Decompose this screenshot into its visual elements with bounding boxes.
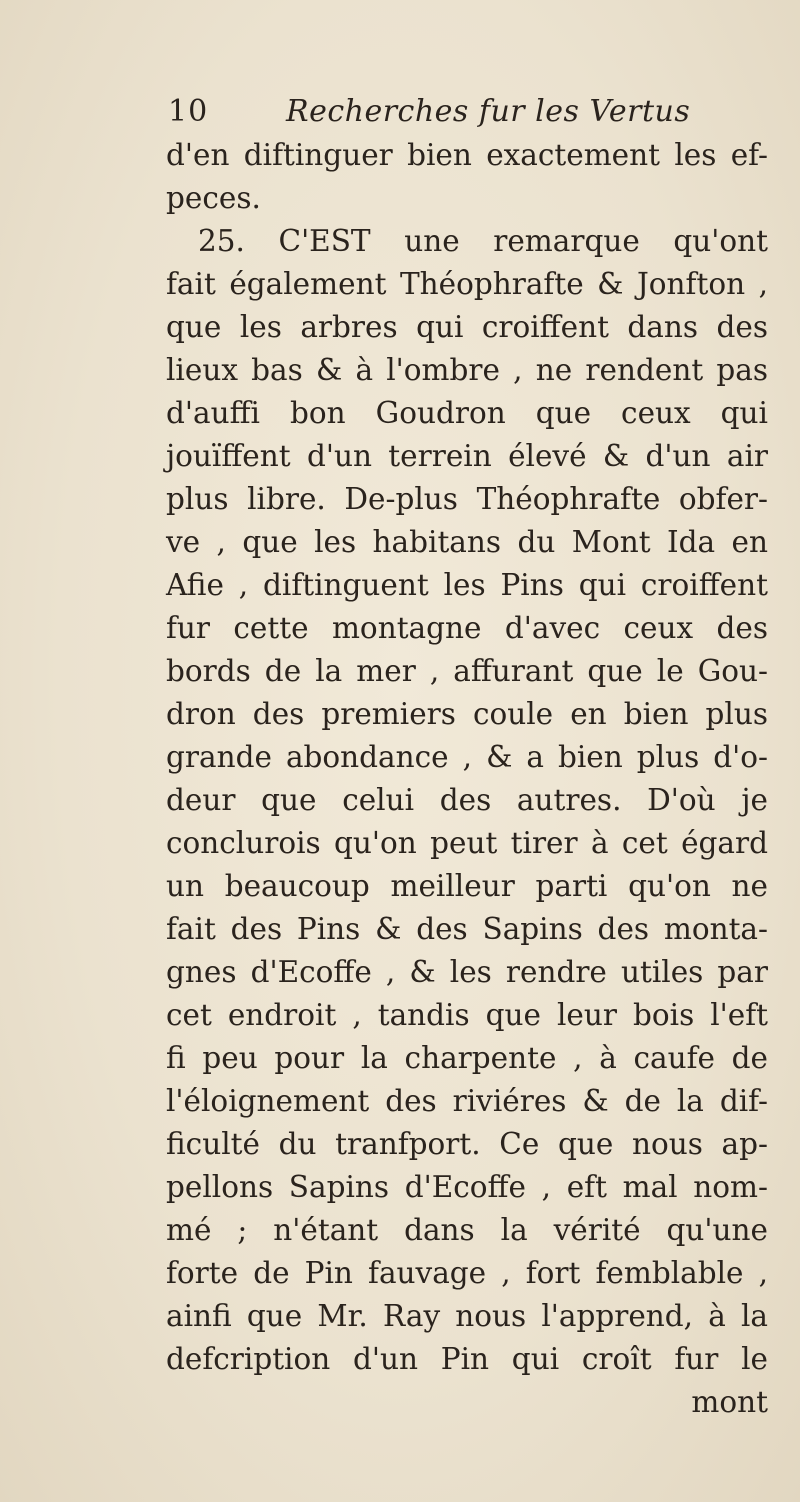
text-line: d'auffi bon Goudron que ceux qui: [166, 396, 768, 430]
text-line: l'éloignement des riviéres & de la dif-: [166, 1084, 768, 1118]
text-line: jouïffent d'un terrein élevé & d'un air: [166, 439, 768, 473]
catchword: mont: [691, 1385, 768, 1419]
running-head: [168, 90, 768, 134]
page-number: 10: [168, 94, 209, 129]
text-line: 25. C'EST une remarque qu'ont: [198, 224, 768, 258]
text-line: d'en diftinguer bien exactement les ef-: [166, 138, 768, 172]
text-line: ainfi que Mr. Ray nous l'apprend, à la: [166, 1299, 768, 1333]
text-line: fait également Théophrafte & Jonfton ,: [166, 267, 768, 301]
text-line: cet endroit , tandis que leur bois l'eft: [166, 998, 768, 1032]
text-line: ve , que les habitans du Mont Ida en: [166, 525, 768, 559]
text-line: forte de Pin fauvage , fort femblable ,: [166, 1256, 768, 1290]
text-line: dron des premiers coule en bien plus: [166, 697, 768, 731]
body-text: [166, 134, 768, 1424]
text-line: un beaucoup meilleur parti qu'on ne: [166, 869, 768, 903]
text-line: ficulté du tranfport. Ce que nous ap-: [166, 1127, 768, 1161]
running-head-title: Recherches fur les Vertus: [286, 94, 691, 129]
text-line: fur cette montagne d'avec ceux des: [166, 611, 768, 645]
text-line: grande abondance , & a bien plus d'o-: [166, 740, 768, 774]
text-line: bords de la mer , affurant que le Gou-: [166, 654, 768, 688]
text-line: peces.: [166, 181, 261, 215]
text-line: defcription d'un Pin qui croît fur le: [166, 1342, 768, 1376]
text-line: Afie , diftinguent les Pins qui croiffent: [166, 568, 768, 602]
text-line: fi peu pour la charpente , à caufe de: [166, 1041, 768, 1075]
text-line: pellons Sapins d'Ecoffe , eft mal nom-: [166, 1170, 768, 1204]
text-line: deur que celui des autres. D'où je: [166, 783, 768, 817]
text-line: plus libre. De-plus Théophrafte obfer-: [166, 482, 768, 516]
text-line: gnes d'Ecoffe , & les rendre utiles par: [166, 955, 768, 989]
text-line: conclurois qu'on peut tirer à cet égard: [166, 826, 768, 860]
text-line: mé ; n'étant dans la vérité qu'une: [166, 1213, 768, 1247]
text-line: que les arbres qui croiffent dans des: [166, 310, 768, 344]
text-line: fait des Pins & des Sapins des monta-: [166, 912, 768, 946]
text-line: lieux bas & à l'ombre , ne rendent pas: [166, 353, 768, 387]
